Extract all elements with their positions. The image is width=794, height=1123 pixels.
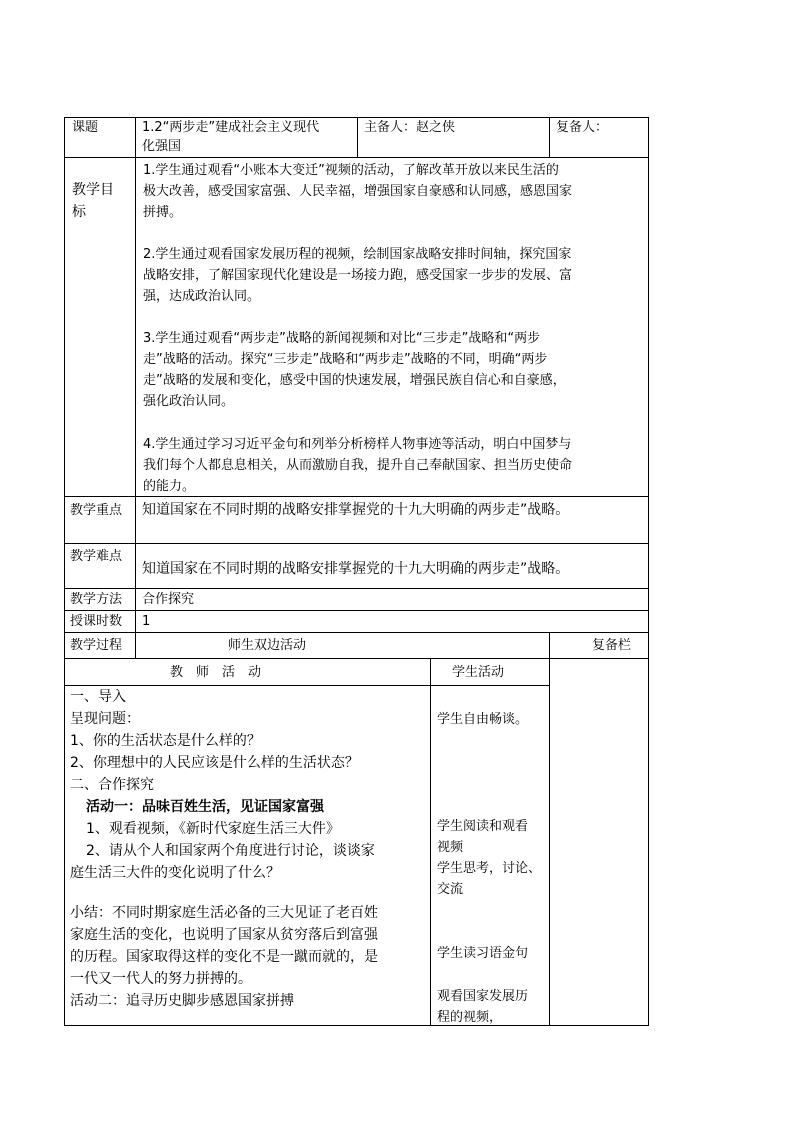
- student-line: 学生思考，讨论、: [437, 861, 542, 876]
- teacher-line: 一、导入: [70, 689, 126, 705]
- interaction-heading: 师生双边活动: [228, 638, 307, 653]
- student-line: 学生自由畅谈。: [437, 712, 529, 727]
- key-points-label: 教学重点: [70, 503, 123, 518]
- teacher-line: 二、合作探究: [70, 777, 154, 793]
- objective-4: [143, 434, 633, 497]
- student-activity-heading: 学生活动: [452, 665, 505, 680]
- objective-line: 走”战略的活动。探究“三步走”战略和“两步走”战略的不同，明确“两步: [143, 352, 548, 367]
- objective-3: [143, 328, 633, 412]
- topic-title-line1: 1.2“两步走”建成社会主义现代: [142, 120, 320, 135]
- student-line: 学生读习语金句: [437, 946, 529, 961]
- objective-line: 拼搏。: [143, 205, 183, 220]
- difficulties-label: 教学难点: [70, 549, 123, 564]
- teacher-line: 2、请从个人和国家两个角度进行讨论，谈谈家: [86, 843, 375, 859]
- objective-line: 极大改善，感受国家富强、人民幸福，增强国家自豪感和认同感，感恩国家: [143, 184, 573, 199]
- student-line: 学生阅读和观看: [437, 819, 529, 834]
- student-line: 视频: [437, 840, 464, 855]
- hours-value: 1: [142, 614, 151, 629]
- rule-preparer-left: [357, 117, 358, 158]
- method-label: 教学方法: [70, 592, 123, 607]
- rule-review-column: [549, 632, 550, 1026]
- rule-student-column: [430, 658, 431, 1026]
- objective-line: 2.学生通过观看国家发展历程的视频，绘制国家战略安排时间轴，探究国家: [143, 247, 572, 262]
- process-label: 教学过程: [70, 638, 123, 653]
- difficulties-text: 知道国家在不同时期的战略安排掌握党的十九大明确的两步走”战略。: [142, 561, 570, 577]
- key-points-text: 知道国家在不同时期的战略安排掌握党的十九大明确的两步走”战略。: [142, 502, 570, 518]
- objective-line: 我们每个人都息息相关，从而激励自我，提升自己奉献国家、担当历史使命: [143, 458, 573, 473]
- teacher-line: 呈现问题：: [70, 711, 140, 727]
- rule-left: [64, 117, 65, 1026]
- objective-line: 的能力。: [143, 479, 196, 494]
- rule-reviewer-left: [549, 117, 550, 158]
- objective-line: 战略安排，了解国家现代化建设是一场接力跑，感受国家一步步的发展、富: [143, 268, 573, 283]
- summary-line: 家庭生活的变化，也说明了国家从贫穷落后到富强: [70, 927, 378, 943]
- objective-line: 1.学生通过观看“小账本大变迁”视频的活动，了解改革开放以来民生活的: [143, 163, 559, 178]
- objective-line: 强化政治认同。: [143, 394, 235, 409]
- objective-1: [143, 160, 633, 223]
- summary-line: 小结：不同时期家庭生活必备的三大见证了老百姓: [70, 905, 378, 921]
- activity-one-heading: 活动一：品味百姓生活，见证国家富强: [86, 799, 324, 815]
- reviewer: 复备人：: [556, 120, 609, 135]
- objective-line: 4.学生通过学习习近平金句和列举分析榜样人物事迹等活动，明白中国梦与: [143, 437, 572, 452]
- rule-after-hours: [64, 632, 649, 633]
- summary-line: 一代又一代人的努力拼搏的。: [70, 971, 252, 987]
- student-line: 交流: [437, 882, 464, 897]
- student-line: 程的视频，: [437, 1010, 503, 1025]
- teacher-line: 1、你的生活状态是什么样的？: [70, 733, 261, 749]
- rule-after-process: [64, 658, 649, 659]
- objectives-label-line2: 标: [72, 204, 86, 220]
- rule-after-difficulties: [64, 588, 649, 589]
- teacher-activity-heading: 教 师 活 动: [170, 665, 262, 680]
- rule-label-column: [135, 117, 136, 659]
- activity-two-heading: 活动二：追寻历史脚步感恩国家拼搏: [70, 993, 294, 1009]
- rule-bottom: [64, 1025, 649, 1026]
- hours-label: 授课时数: [70, 614, 123, 629]
- summary-line: 的历程。国家取得这样的变化不是一蹴而就的，是: [70, 949, 378, 965]
- objective-line: 走”战略的发展和变化，感受中国的快速发展，增强民族自信心和自豪感，: [143, 373, 566, 388]
- preparer: 主备人：赵之侠: [364, 120, 456, 135]
- student-line: 观看国家发展历: [437, 989, 529, 1004]
- teacher-line: 庭生活三大件的变化说明了什么？: [70, 865, 280, 881]
- teacher-line: 1、观看视频，《新时代家庭生活三大件》: [86, 821, 340, 837]
- objective-line: 3.学生通过观看“两步走”战略的新闻视频和对比“三步走”战略和“两步: [143, 331, 541, 346]
- objective-line: 强，达成政治认同。: [143, 289, 261, 304]
- review-column-heading: 复备栏: [592, 638, 632, 653]
- topic-label: 课题: [72, 120, 99, 135]
- teacher-line: 2、你理想中的人民应该是什么样的生活状态？: [70, 755, 359, 771]
- rule-after-keypoints: [64, 543, 649, 544]
- objectives-label-line1: 教学目: [72, 182, 114, 198]
- topic-title-line2: 化强国: [142, 139, 182, 154]
- method-value: 合作探究: [142, 592, 195, 607]
- objective-2: [143, 244, 633, 307]
- rule-after-activity-header: [64, 685, 550, 686]
- rule-right: [648, 117, 649, 1026]
- rule-after-method: [64, 610, 649, 611]
